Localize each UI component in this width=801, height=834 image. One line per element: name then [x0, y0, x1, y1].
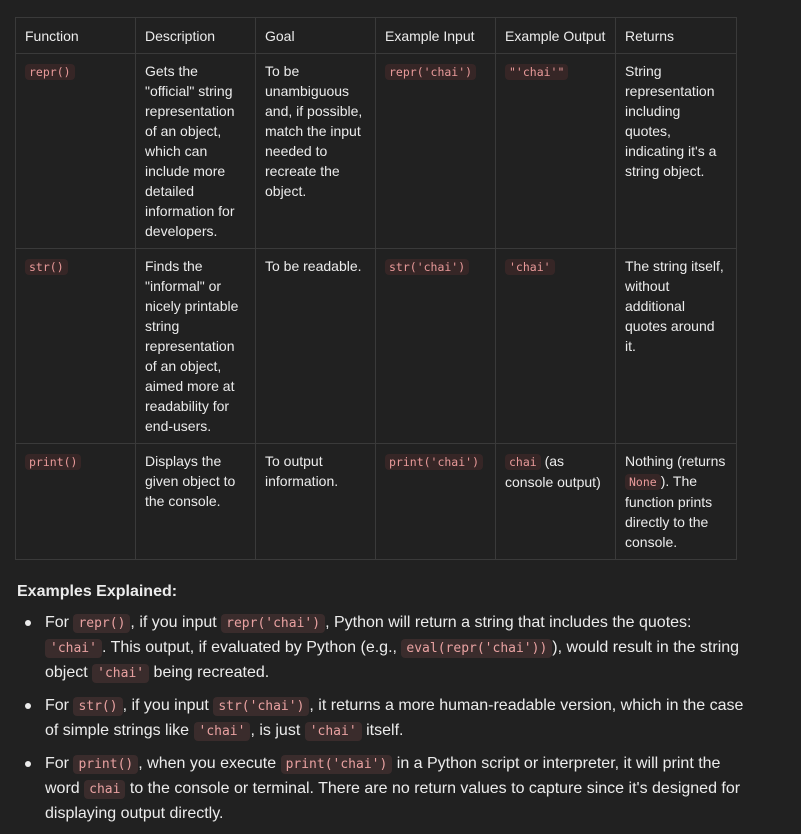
- cell-function: [16, 249, 136, 444]
- input-code: str('chai'): [385, 259, 469, 275]
- inline-code: eval(repr('chai')): [401, 639, 552, 658]
- cell-returns: [616, 249, 737, 444]
- bullet-text: . This output, if evaluated by Python (e.g.,: [101, 639, 402, 656]
- inline-code: repr('chai'): [221, 614, 325, 633]
- bullet-text: , Python will return a string that includes the quotes:: [325, 614, 692, 631]
- inline-code: str(): [73, 697, 122, 716]
- inline-code: repr(): [73, 614, 130, 633]
- table-row: [16, 249, 737, 444]
- column-header-goal: Goal: [256, 18, 376, 54]
- column-header-returns: Returns: [616, 18, 737, 54]
- inline-code: 'chai': [305, 722, 362, 741]
- list-item: [45, 752, 745, 826]
- bullet-text: itself.: [361, 722, 404, 739]
- inline-code: 'chai': [92, 664, 149, 683]
- inline-code: 'chai': [45, 639, 102, 658]
- cell-description: Gets the "official" string representation of an object, which can include more detailed information for developers.: [136, 54, 256, 249]
- column-header-description: Description: [136, 18, 256, 54]
- cell-goal: To be readable.: [256, 249, 376, 444]
- table-row: [16, 54, 737, 249]
- cell-example-output: [496, 54, 616, 249]
- output-code: 'chai': [505, 259, 555, 275]
- section-heading: Examples Explained:: [17, 583, 178, 600]
- list-item: [45, 611, 745, 686]
- function-code: repr(): [25, 64, 75, 80]
- bullet-text: For: [45, 755, 74, 772]
- comparison-table: [15, 17, 737, 560]
- bullet-text: in a Python script or interpreter, it will print the word: [45, 755, 721, 797]
- function-code: print(): [25, 454, 81, 470]
- bullet-text: ), would result in the string object: [45, 639, 740, 681]
- cell-example-input: [376, 54, 496, 249]
- output-suffix: (as console output): [505, 453, 601, 490]
- table-header-row: [16, 18, 737, 54]
- output-code: chai: [505, 454, 541, 470]
- bullet-text: being recreated.: [149, 664, 270, 681]
- cell-description: Finds the "informal" or nicely printable string representation of an object, aimed more at readability for end-users.: [136, 249, 256, 444]
- function-code: str(): [25, 259, 68, 275]
- output-code: "'chai'": [505, 64, 568, 80]
- returns-text: The string itself, without additional quotes around it.: [625, 258, 724, 354]
- returns-text: Nothing (returns: [625, 453, 726, 469]
- inline-code: 'chai': [194, 722, 251, 741]
- inline-code: print('chai'): [281, 755, 393, 774]
- cell-example-output: [496, 249, 616, 444]
- table-row: [16, 444, 737, 560]
- inline-code: print(): [73, 755, 138, 774]
- inline-code: chai: [84, 780, 125, 799]
- cell-goal: To be unambiguous and, if possible, match the input needed to recreate the object.: [256, 54, 376, 249]
- bullet-text: , if you input: [122, 697, 214, 714]
- cell-example-output: [496, 444, 616, 560]
- returns-text-post: ). The function prints directly to the console.: [625, 473, 713, 550]
- explanation-list: [17, 611, 745, 834]
- input-code: print('chai'): [385, 454, 483, 470]
- comparison-table-wrapper: [15, 17, 736, 560]
- cell-example-input: [376, 444, 496, 560]
- bullet-text: , if you input: [130, 614, 222, 631]
- input-code: repr('chai'): [385, 64, 476, 80]
- list-item: [45, 694, 745, 744]
- cell-goal: To output information.: [256, 444, 376, 560]
- cell-function: [16, 54, 136, 249]
- bullet-text: , is just: [250, 722, 305, 739]
- bullet-text: , when you execute: [138, 755, 281, 772]
- column-header-example-output: Example Output: [496, 18, 616, 54]
- column-header-function: Function: [16, 18, 136, 54]
- bullet-text: to the console or terminal. There are no return values to capture since it's designed for displaying output directly.: [45, 780, 741, 822]
- bullet-text: For: [45, 697, 74, 714]
- cell-returns: [616, 54, 737, 249]
- cell-description: Displays the given object to the console.: [136, 444, 256, 560]
- returns-text: String representation including quotes, indicating it's a string object.: [625, 63, 717, 179]
- cell-returns: [616, 444, 737, 560]
- column-header-example-input: Example Input: [376, 18, 496, 54]
- returns-code: None: [625, 474, 661, 490]
- cell-function: [16, 444, 136, 560]
- bullet-text: , it returns a more human-readable version, which in the case of simple strings like: [45, 697, 744, 739]
- cell-example-input: [376, 249, 496, 444]
- inline-code: str('chai'): [213, 697, 309, 716]
- bullet-text: For: [45, 614, 74, 631]
